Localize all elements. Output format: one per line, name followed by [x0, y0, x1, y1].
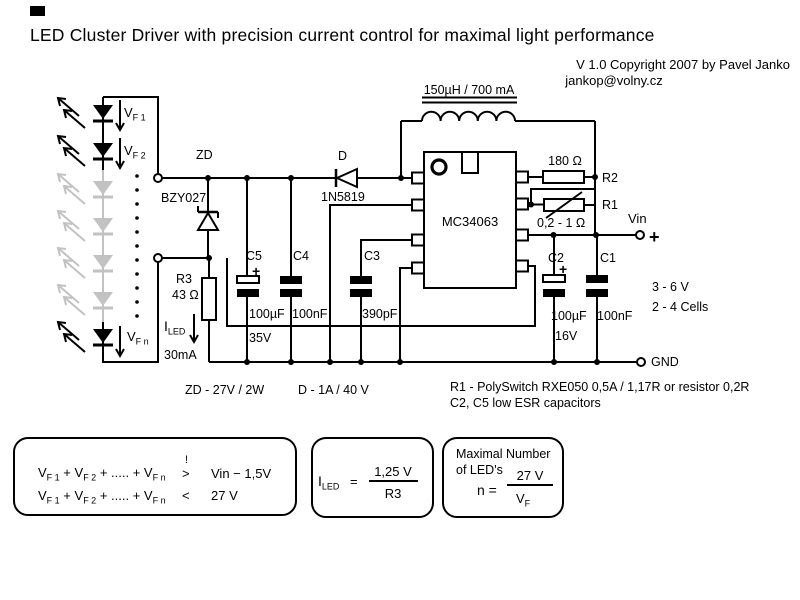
- led-dimmed-group: [58, 174, 113, 315]
- r1-value: 0,2 - 1 Ω: [537, 216, 586, 230]
- iled-numerator: 1,25 V: [374, 464, 412, 479]
- r3-ref: R3: [176, 272, 192, 286]
- zener-triangle: [198, 213, 218, 230]
- c2-voltage: 16V: [555, 329, 578, 343]
- capacitor-c2: [543, 275, 565, 297]
- formula-rhs-2: 27 V: [211, 488, 238, 503]
- d-note: D - 1A / 40 V: [298, 383, 369, 397]
- capacitor-c5: [237, 276, 259, 297]
- equals-sign: =: [350, 474, 358, 489]
- zd-part: BZY027: [161, 191, 207, 205]
- c5-voltage: 35V: [249, 331, 272, 345]
- n-equals: n =: [477, 482, 497, 498]
- capacitor-c3: [350, 276, 372, 297]
- led-triangle: [93, 143, 113, 157]
- cap-plate: [280, 289, 302, 297]
- max-title-line2: of LED's: [456, 463, 503, 477]
- cap-plate: [280, 276, 302, 284]
- cap-plate: [237, 289, 259, 297]
- c1-value: 100nF: [597, 309, 633, 323]
- sum-lhs-1: $V_{F 1} + V_{F 2}$ + ..... + $V_{F n}$: [38, 465, 166, 483]
- r3-value: 43 Ω: [172, 288, 199, 302]
- led-triangle-dim: [93, 292, 113, 306]
- vf1-label: $V_{F 1}$: [124, 105, 146, 123]
- iled-label: $I_{LED}$: [164, 318, 186, 337]
- corner-mark: [30, 6, 45, 16]
- d-ref: D: [338, 149, 348, 163]
- formula-box-max-leds: [443, 438, 563, 517]
- max-denominator: $V_F$: [516, 491, 531, 509]
- cap-plate: [350, 289, 372, 297]
- led-triangle: [93, 329, 113, 343]
- gnd-label: GND: [651, 355, 679, 369]
- ic-pin: [516, 261, 528, 272]
- led-n: [58, 322, 113, 352]
- zd-ref: ZD: [196, 148, 213, 162]
- led-triangle-dim: [93, 255, 113, 269]
- r1-note: R1 - PolySwitch RXE050 0,5A / 1,17R or resistor 0,2R: [450, 380, 750, 394]
- vin-plus: +: [649, 227, 660, 247]
- c5-ref: C5: [246, 249, 262, 263]
- resistor-r3: [202, 278, 216, 320]
- ic-pin: [516, 199, 528, 210]
- light-ray-icon: [58, 322, 85, 352]
- r2-ref: R2: [602, 171, 618, 185]
- c3-value: 390pF: [362, 307, 398, 321]
- gt-sign: >: [182, 466, 190, 481]
- continuation-dots: [135, 174, 139, 318]
- resistor-r2: [543, 171, 584, 183]
- inductor-label: 150µH / 700 mA: [423, 83, 515, 97]
- led-triangle-dim: [93, 181, 113, 195]
- ic-notch: [462, 152, 478, 173]
- led-plus-terminal: [154, 174, 162, 182]
- c5-value: 100µF: [249, 307, 285, 321]
- c2-value: 100µF: [551, 309, 587, 323]
- light-ray-icon: [58, 285, 85, 315]
- c2-ref: C2: [548, 251, 564, 265]
- lt-sign: <: [182, 488, 190, 503]
- iled-denominator: R3: [384, 486, 402, 501]
- led-2: [58, 136, 113, 166]
- ic-part: MC34063: [441, 214, 499, 229]
- c5-plus: +: [252, 263, 261, 279]
- caps-note: C2, C5 low ESR capacitors: [450, 396, 601, 410]
- vfn-label: $V_{F n}$: [127, 329, 149, 347]
- inductor-coil: [422, 112, 515, 121]
- light-ray-icon: [58, 98, 85, 128]
- light-ray-icon: [58, 136, 85, 166]
- gnd-terminal: [637, 358, 645, 366]
- iled-arrow-icon: [190, 314, 198, 342]
- sum-lhs-2: $V_{F 1} + V_{F 2}$ + ..... + $V_{F n}$: [38, 488, 166, 506]
- ic-pin: [412, 173, 424, 184]
- vin-range: 3 - 6 V: [652, 280, 689, 294]
- led-triangle-dim: [93, 218, 113, 232]
- c2-plus: +: [559, 261, 568, 277]
- ic-pin: [412, 200, 424, 211]
- max-numerator: 27 V: [516, 468, 544, 483]
- iled-formula-lhs: $I_{LED}$: [318, 473, 340, 492]
- current-arrow-icon: [116, 100, 124, 130]
- cap-plate: [350, 276, 372, 284]
- led-triangle: [93, 105, 113, 119]
- ic-pin: [516, 172, 528, 183]
- formula-rhs-1: Vin − 1,5V: [211, 466, 272, 481]
- led-1: [58, 98, 113, 128]
- capacitor-c4: [280, 276, 302, 297]
- iled-value: 30mA: [164, 348, 197, 362]
- pin1-mark-icon: [432, 160, 446, 174]
- vin-cells: 2 - 4 Cells: [652, 300, 709, 314]
- formula-box-voltage: [14, 438, 296, 515]
- formula-box-current: [312, 438, 433, 517]
- d-part: 1N5819: [321, 190, 365, 204]
- ic-pin: [516, 230, 528, 241]
- vin-terminal: [636, 231, 644, 239]
- vin-label: Vin: [628, 211, 647, 226]
- ic-mc34063: [412, 152, 528, 288]
- r2-value: 180 Ω: [548, 154, 582, 168]
- led-return-terminal: [154, 254, 162, 262]
- c4-ref: C4: [293, 249, 309, 263]
- page-title: LED Cluster Driver with precision current control for maximal light performance: [30, 25, 655, 45]
- max-title-line1: Maximal Number: [456, 447, 551, 461]
- vf2-label: $V_{F 2}$: [124, 143, 146, 161]
- current-arrow-icon: [116, 326, 124, 356]
- light-ray-icon: [58, 174, 85, 204]
- email-text: jankop@volny.cz: [565, 73, 663, 88]
- warning-mark: !: [185, 454, 189, 466]
- c1-ref: C1: [600, 251, 616, 265]
- current-arrow-icon: [116, 138, 124, 168]
- c3-ref: C3: [364, 249, 380, 263]
- copyright-text: V 1.0 Copyright 2007 by Pavel Janko: [576, 57, 790, 72]
- wire: [400, 268, 412, 362]
- schottky-diode: [336, 169, 357, 187]
- formula-box-frame: [312, 438, 433, 517]
- inductor-core: [422, 98, 517, 103]
- cap-plate: [543, 289, 565, 297]
- diode-triangle: [337, 169, 357, 187]
- ic-pin: [412, 235, 424, 246]
- cap-plate: [586, 275, 608, 283]
- c4-value: 100nF: [292, 307, 328, 321]
- capacitor-c1: [586, 275, 608, 297]
- zd-note: ZD - 27V / 2W: [185, 383, 265, 397]
- cap-plate: [586, 289, 608, 297]
- ic-pin: [412, 263, 424, 274]
- r1-ref: R1: [602, 198, 618, 212]
- light-ray-icon: [58, 211, 85, 241]
- light-ray-icon: [58, 248, 85, 278]
